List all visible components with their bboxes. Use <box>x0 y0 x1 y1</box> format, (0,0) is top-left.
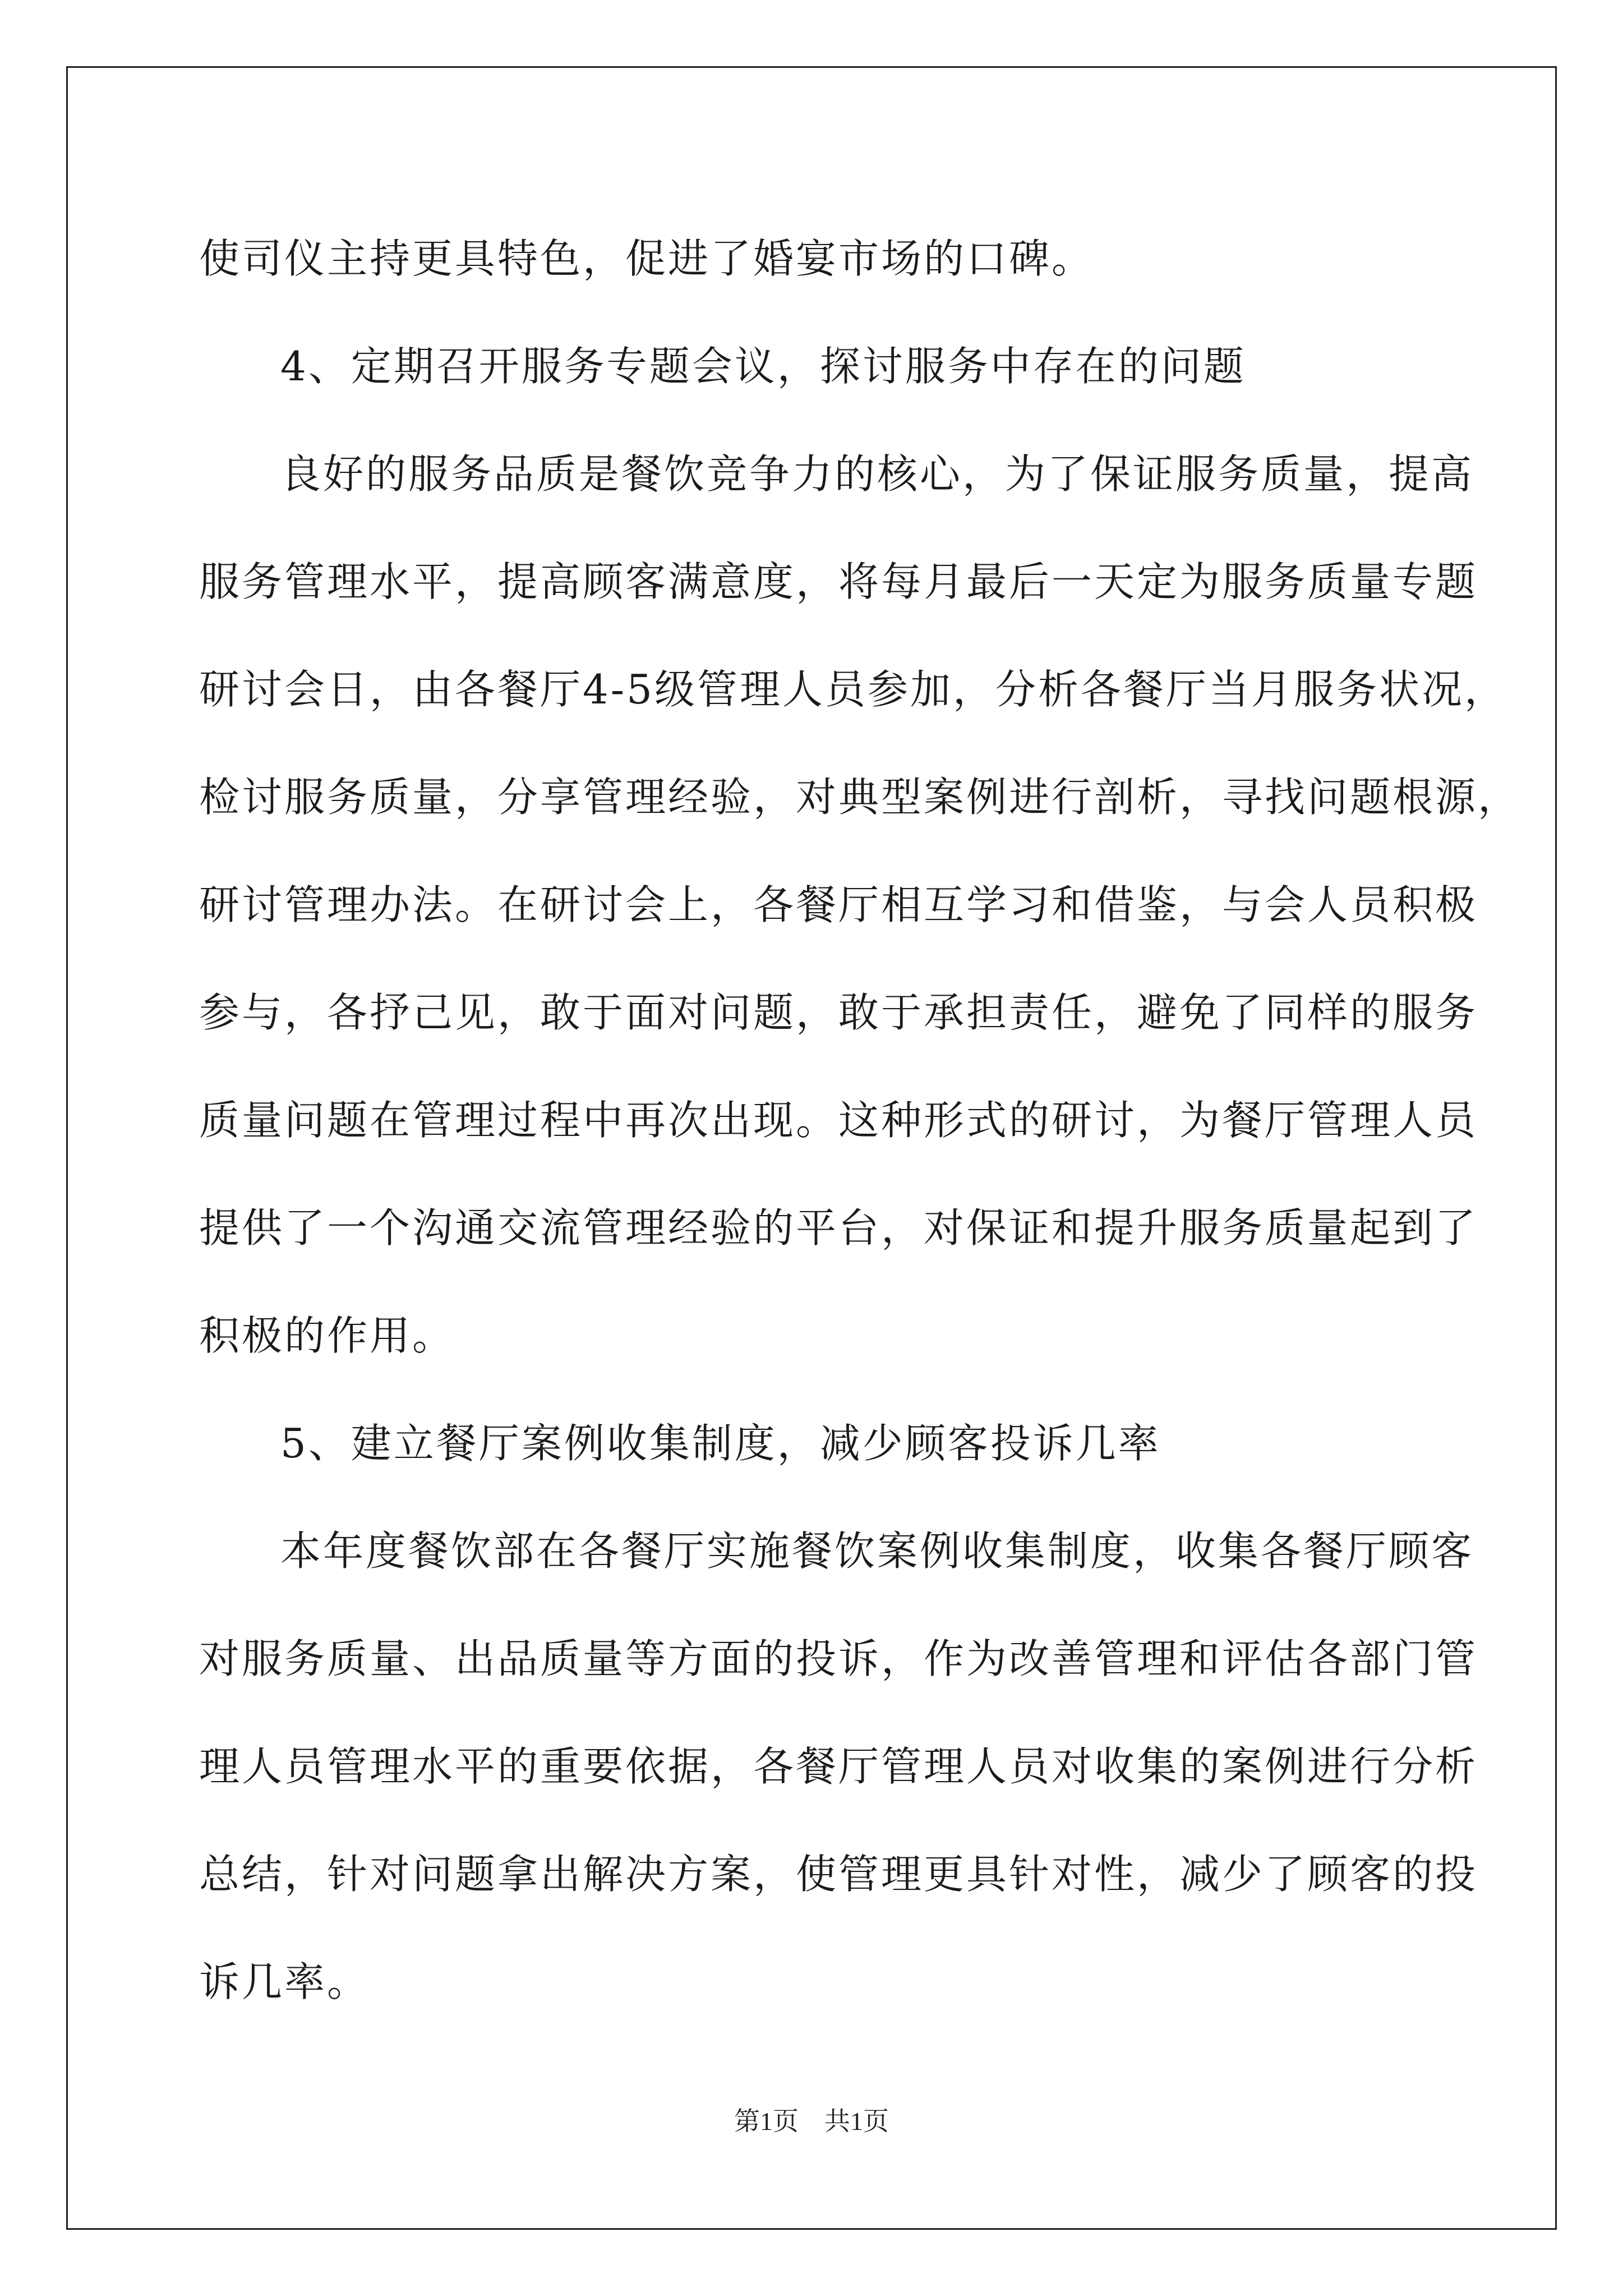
section-heading: 5、建立餐厅案例收集制度，减少顾客投诉几率 <box>280 1420 1161 1467</box>
paragraph-line: 本年度餐饮部在各餐厅实施餐饮案例收集制度，收集各餐厅顾客 <box>280 1527 1474 1575</box>
paragraph-line: 质量问题在管理过程中再次出现。这种形式的研讨，为餐厅管理人员 <box>199 1097 1478 1144</box>
document-body <box>199 205 1521 2036</box>
paragraph-line: 研讨会日，由各餐厅4-5级管理人员参加，分析各餐厅当月服务状况， <box>199 666 1507 713</box>
paragraph-line: 诉几率。 <box>199 1958 370 2005</box>
paragraph-line: 提供了一个沟通交流管理经验的平台，对保证和提升服务质量起到了 <box>199 1204 1478 1251</box>
page-footer: 第1页 共1页 <box>734 2107 889 2136</box>
paragraph-line: 检讨服务质量，分享管理经验，对典型案例进行剖析，寻找问题根源， <box>199 774 1521 821</box>
paragraph-line: 对服务质量、出品质量等方面的投诉，作为改善管理和评估各部门管 <box>199 1635 1478 1682</box>
paragraph-line: 积极的作用。 <box>199 1312 455 1359</box>
section-heading: 4、定期召开服务专题会议，探讨服务中存在的问题 <box>280 343 1246 390</box>
paragraph-line: 参与，各抒己见，敢于面对问题，敢于承担责任，避免了同样的服务 <box>199 989 1478 1036</box>
paragraph-line: 理人员管理水平的重要依据，各餐厅管理人员对收集的案例进行分析 <box>199 1743 1478 1790</box>
paragraph-line: 服务管理水平，提高顾客满意度，将每月最后一天定为服务质量专题 <box>199 558 1478 605</box>
paragraph-line: 研讨管理办法。在研讨会上，各餐厅相互学习和借鉴，与会人员积极 <box>199 881 1478 928</box>
paragraph-line: 总结，针对问题拿出解决方案，使管理更具针对性，减少了顾客的投 <box>199 1851 1478 1898</box>
paragraph-line: 良好的服务品质是餐饮竞争力的核心，为了保证服务质量，提高 <box>280 450 1474 498</box>
text-line: 使司仪主持更具特色，促进了婚宴市场的口碑。 <box>199 235 1095 282</box>
